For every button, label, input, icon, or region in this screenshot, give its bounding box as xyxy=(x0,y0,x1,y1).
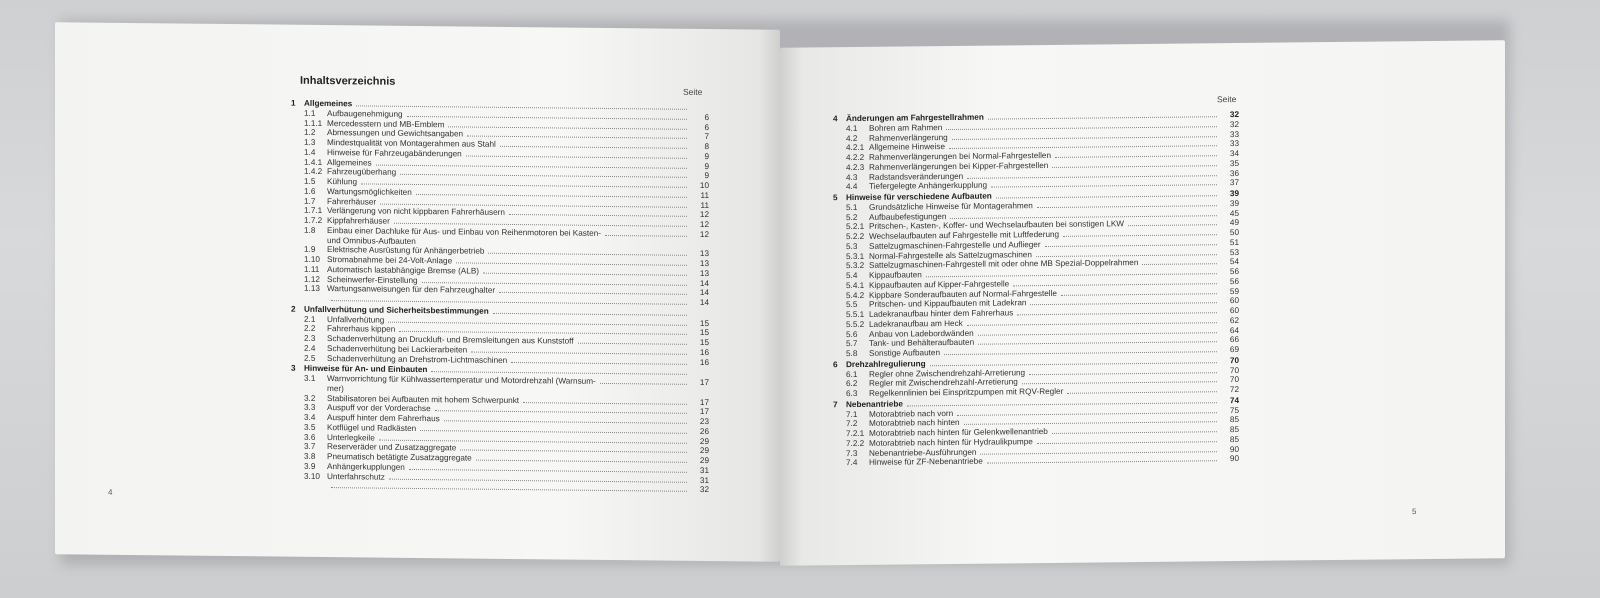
toc-entry-number: 1.7.2 xyxy=(304,215,323,226)
toc-entry-number: 1.6 xyxy=(304,186,316,196)
toc-entry-number: 7.3 xyxy=(846,448,858,458)
toc-entry-page: 74 xyxy=(1229,395,1239,405)
toc-entry-page: 36 xyxy=(1229,168,1239,178)
toc-leader-dots xyxy=(493,313,687,316)
toc-entry-title: Motorabtrieb nach vorn xyxy=(869,408,954,419)
toc-entry-page: 6 xyxy=(704,122,709,132)
toc-entry-number: 4.4 xyxy=(846,182,858,192)
toc-entry-title: Schadenverhütung bei Lackierarbeiten xyxy=(327,343,468,355)
toc-leader-dots xyxy=(444,420,687,424)
toc-entry-number: 1.4.2 xyxy=(304,167,323,177)
toc-leader-dots xyxy=(1061,293,1217,296)
toc-entry-title: Pritschen- und Kippaufbauten mit Ladekran xyxy=(869,298,1027,310)
toc-entry-page: 37 xyxy=(1229,178,1239,188)
toc-entry-number: 5.1 xyxy=(846,202,858,212)
toc-entry-title: Wechselaufbauten auf Fahrgestelle mit Luftfederung xyxy=(869,229,1060,241)
toc-leader-dots xyxy=(511,361,687,364)
toc-entry-title: Reserveräder und Zusatzaggregate xyxy=(327,442,457,453)
toc-leader-dots xyxy=(448,126,687,129)
toc-entry-title: Tiefergelegte Anhängerkupplung xyxy=(869,180,988,192)
toc-entry-title: Pritschen-, Kasten-, Koffer- und Wechselaufbauten bei sonstigen LKW xyxy=(869,219,1125,232)
toc-entry-title: Wartungsmöglichkeiten xyxy=(327,186,412,197)
toc-entry-title: Schadenverhütung an Drehstrom-Lichtmaschinen xyxy=(327,353,508,365)
toc-entry-page: 56 xyxy=(1229,276,1239,286)
toc-leader-dots xyxy=(980,451,1217,454)
toc-entry-page: 9 xyxy=(704,161,709,171)
toc-entry-page: 66 xyxy=(1229,335,1239,345)
toc-leader-dots xyxy=(1030,302,1217,305)
toc-entry-number: 5.5 xyxy=(846,300,858,310)
toc-entry-page: 32 xyxy=(699,485,709,495)
toc-leader-dots xyxy=(967,175,1217,179)
toc-entry-number: 2.1 xyxy=(304,314,316,324)
toc-entry-title: Auspuff hinter dem Fahrerhaus xyxy=(327,413,440,424)
toc-entry-page: 7 xyxy=(704,132,709,142)
toc-leader-dots xyxy=(991,184,1217,187)
toc-entry-number: 5.7 xyxy=(846,339,858,349)
toc-entry-page: 51 xyxy=(1229,237,1239,247)
toc-entry-number: 4.2.3 xyxy=(846,162,865,172)
toc-leader-dots xyxy=(331,300,687,305)
toc-leader-dots xyxy=(488,253,687,256)
toc-entry-title: Fahrerhaus kippen xyxy=(327,324,396,335)
toc-entry-page: 13 xyxy=(699,249,709,259)
toc-entry-page: 62 xyxy=(1229,315,1239,325)
toc-entry-page: 15 xyxy=(699,328,709,338)
toc-entry-title: Kippfahrerhäuser xyxy=(327,216,390,226)
toc-entry-number: 6.3 xyxy=(846,388,858,399)
toc-entry-title: Rahmenverlängerungen bei Normal-Fahrgestellen xyxy=(869,150,1052,162)
toc-entry-title: Anhängerkupplungen xyxy=(327,461,405,472)
toc-list-right xyxy=(833,109,1239,468)
toc-leader-dots xyxy=(1022,381,1217,384)
toc-leader-dots xyxy=(988,116,1217,119)
toc-entry-page: 6 xyxy=(704,112,709,122)
toc-entry-number: 1.3 xyxy=(304,137,316,147)
toc-entry-page: 9 xyxy=(704,171,709,181)
toc-entry-number: 5.2.1 xyxy=(846,222,865,232)
toc-entry-title: Automatisch lastabhängige Bremse (ALB) xyxy=(327,264,480,276)
toc-entry-title: Nebenantriebe xyxy=(846,399,903,409)
toc-leader-dots xyxy=(1029,372,1217,375)
toc-entry-number: 1.1 xyxy=(304,108,316,118)
toc-entry-title: Mindestqualität von Montagerahmen aus Stahl xyxy=(327,138,496,149)
toc-entry-page: 33 xyxy=(1229,129,1239,139)
toc-entry-page: 90 xyxy=(1229,444,1239,454)
toc-entry-page: 29 xyxy=(699,436,709,446)
toc-entry-number: 2.4 xyxy=(304,343,316,353)
toc-entry-page: 8 xyxy=(704,142,709,152)
toc-entry-number: 3.6 xyxy=(304,432,316,442)
toc-entry-page: 29 xyxy=(699,455,709,466)
toc-entry-title: Unfallverhütung xyxy=(327,314,385,325)
toc-entry-page: 23 xyxy=(699,416,709,427)
toc-entry-title: Auspuff vor der Vorderachse xyxy=(327,403,431,414)
toc-entry-number: 2 xyxy=(291,304,296,314)
toc-leader-dots xyxy=(944,351,1217,355)
toc-entry-number: 5.4 xyxy=(846,270,858,281)
toc-entry-number: 7.2.1 xyxy=(846,428,865,439)
toc-entry-page: 70 xyxy=(1229,365,1239,375)
toc-entry-page: 9 xyxy=(704,151,709,161)
right-page xyxy=(780,40,1505,566)
toc-entry-number: 5.6 xyxy=(846,329,858,339)
toc-entry-page: 69 xyxy=(1229,344,1239,355)
seite-label-right: Seite xyxy=(1217,94,1237,105)
toc-entry-page: 85 xyxy=(1229,434,1239,444)
toc-entry-title: Fahrzeugüberhang xyxy=(327,167,397,178)
toc-entry-title: Unterlegkeile xyxy=(327,432,375,443)
toc-leader-dots xyxy=(509,214,687,217)
toc-entry-title: Normal-Fahrgestelle als Sattelzugmaschinen xyxy=(869,249,1032,261)
toc-leader-dots xyxy=(476,460,687,463)
toc-entry-title: Nebenantriebe-Ausführungen xyxy=(869,447,977,458)
toc-entry-number: 4.2.1 xyxy=(846,143,865,153)
toc-entry-page: 14 xyxy=(699,288,709,298)
toc-entry-title: Änderungen am Fahrgestellrahmen xyxy=(846,112,984,124)
toc-entry-page: 60 xyxy=(1229,305,1239,316)
toc-entry-page: 39 xyxy=(1229,188,1239,199)
toc-leader-dots xyxy=(1013,283,1217,286)
toc-entry-number: 1.4 xyxy=(304,147,316,157)
toc-entry-page: 11 xyxy=(700,190,709,200)
toc-entry-title: Warnvorrichtung für Kühlwassertemperatur und Motordrehzahl (Warnsum- xyxy=(327,374,596,386)
toc-entry-number: 7 xyxy=(833,399,838,409)
toc-entry-number: 7.4 xyxy=(846,458,858,468)
toc-entry-number: 5 xyxy=(833,193,838,203)
toc-entry-number: 3.4 xyxy=(304,412,316,422)
toc-entry-title: Ladekranaufbau hinter dem Fahrerhaus xyxy=(869,308,1014,319)
toc-leader-dots xyxy=(1052,431,1217,434)
toc-entry-title: Abmessungen und Gewichtsangaben xyxy=(327,128,464,139)
toc-entry-title: Allgemeine Hinweise xyxy=(869,142,945,153)
toc-entry-number: 1.12 xyxy=(304,274,320,284)
toc-entry-page: 32 xyxy=(1229,119,1239,129)
toc-entry-page: 64 xyxy=(1229,325,1239,335)
toc-entry-number: 7.2.2 xyxy=(846,438,865,448)
toc-title: Inhaltsverzeichnis xyxy=(300,74,396,88)
toc-entry-number: 4.2 xyxy=(846,133,858,143)
toc-entry-page: 70 xyxy=(1229,375,1239,385)
toc-leader-dots xyxy=(1142,263,1217,265)
toc-leader-dots xyxy=(1037,441,1217,444)
toc-entry-title: Hinweise für ZF-Nebenantriebe xyxy=(869,456,983,468)
toc-entry-number: 3.10 xyxy=(304,471,320,481)
toc-entry-title: Verlängerung von nicht kippbaren Fahrerhäusern xyxy=(327,206,505,218)
page-number-left: 4 xyxy=(108,487,113,497)
toc-entry-number: 5.8 xyxy=(846,348,858,359)
toc-entry-title: Kippaufbauten xyxy=(869,270,922,280)
toc-entry-title: Regelkennlinien bei Einspritzpumpen mit RQV-Regler xyxy=(869,386,1064,398)
toc-entry-title: Elektrische Ausrüstung für Anhängerbetrieb xyxy=(327,245,485,256)
toc-entry-number: 1.2 xyxy=(304,128,316,138)
toc-entry-title: Anbau von Ladebordwänden xyxy=(869,328,974,339)
toc-entry-title: Hinweise für verschiedene Aufbauten xyxy=(846,191,992,203)
toc-entry-number: 2.2 xyxy=(304,324,316,334)
toc-entry-page: 31 xyxy=(699,475,709,485)
toc-entry-number: 1.7 xyxy=(304,196,316,206)
toc-leader-dots xyxy=(431,371,687,375)
toc-entry-page: 35 xyxy=(1229,158,1239,168)
toc-entry-page: 49 xyxy=(1229,218,1239,228)
toc-entry-title: Hinweise für Fahrzeugabänderungen xyxy=(327,147,462,159)
toc-leader-dots xyxy=(1067,391,1217,394)
toc-entry-number: 5.5.2 xyxy=(846,319,865,329)
toc-leader-dots xyxy=(996,195,1217,198)
toc-entry-title: mer) xyxy=(327,383,344,393)
toc-entry-page: 45 xyxy=(1229,208,1239,218)
toc-entry-number: 1.7.1 xyxy=(304,206,323,216)
toc-entry-number: 1.11 xyxy=(304,264,320,274)
toc-entry-title: Schadenverhütung an Druckluft- und Bremsleitungen aus Kunststoff xyxy=(327,334,574,346)
toc-entry-page: 60 xyxy=(1229,296,1239,306)
toc-entry-page: 11 xyxy=(700,200,709,210)
toc-leader-dots xyxy=(1037,205,1217,208)
toc-entry-title: Unfallverhütung und Sicherheitsbestimmungen xyxy=(304,304,489,316)
toc-entry-page: 15 xyxy=(699,318,709,328)
toc-entry-number: 1.10 xyxy=(304,254,320,264)
seite-label-left: Seite xyxy=(683,86,703,97)
toc-entry-title: Bohren am Rahmen xyxy=(869,122,943,133)
toc-entry-number: 1.4.1 xyxy=(304,157,323,167)
toc-entry-page: 12 xyxy=(699,219,709,230)
toc-entry-number: 4.1 xyxy=(846,123,858,133)
toc-entry-page: 12 xyxy=(699,229,709,239)
toc-entry-number: 3.5 xyxy=(304,422,316,432)
toc-entry-title: Sattelzugmaschinen-Fahrgestell mit oder ohne MB Spezial-Doppelrahmen xyxy=(869,258,1139,271)
toc-entry-title: Mercedesstern und MB-Emblem xyxy=(327,118,445,129)
toc-leader-dots xyxy=(466,155,687,158)
toc-entry-number: 4.3 xyxy=(846,172,858,182)
toc-leader-dots xyxy=(435,410,687,414)
toc-leader-dots xyxy=(499,292,687,295)
toc-entry-title: Allgemeines xyxy=(304,98,353,109)
toc-entry-page: 26 xyxy=(699,426,709,436)
toc-entry-title: Pneumatisch betätigte Zusatzaggregate xyxy=(327,452,472,463)
toc-entry-title: und Omnibus-Aufbauten xyxy=(327,235,416,246)
toc-entry-page: 56 xyxy=(1229,266,1239,277)
toc-entry-title: Stabilisatoren bei Aufbauten mit hohem Schwerpunkt xyxy=(327,393,520,405)
toc-entry-page: 14 xyxy=(699,278,709,288)
toc-leader-dots xyxy=(1017,312,1217,315)
toc-entry-number: 3.8 xyxy=(304,451,316,461)
toc-entry-number: 3.1 xyxy=(304,373,316,383)
toc-entry-page: 90 xyxy=(1229,454,1239,464)
toc-entry-number: 1.13 xyxy=(304,284,320,294)
toc-entry-number: 1.5 xyxy=(304,176,316,186)
toc-entry-page: 10 xyxy=(699,180,709,191)
toc-leader-dots xyxy=(1045,244,1217,247)
toc-entry-title: Kotflügel und Radkästen xyxy=(327,422,417,433)
toc-entry-number: 1.8 xyxy=(304,225,316,235)
toc-entry-number: 4.2.2 xyxy=(846,152,865,163)
toc-entry-title: Rahmenverlängerungen bei Kipper-Fahrgestellen xyxy=(869,160,1049,172)
toc-entry-title: Tank- und Behälteraufbauten xyxy=(869,338,975,349)
toc-leader-dots xyxy=(967,322,1217,326)
toc-entry-page: 17 xyxy=(699,377,709,388)
toc-leader-dots xyxy=(578,343,687,345)
toc-entry-number: 3.3 xyxy=(304,403,316,413)
toc-entry-number: 3 xyxy=(291,363,296,373)
toc-entry-page: 12 xyxy=(699,210,709,220)
toc-entry-number: 3.7 xyxy=(304,442,316,452)
toc-entry-title: Stromabnahme bei 24-Volt-Anlage xyxy=(327,255,453,266)
toc-entry-page: 31 xyxy=(699,465,709,475)
toc-entry-page: 16 xyxy=(699,347,709,357)
toc-leader-dots xyxy=(978,341,1217,345)
toc-entry-number: 3.2 xyxy=(304,393,316,403)
toc-entry-title: Kühlung xyxy=(327,177,358,187)
toc-leader-dots xyxy=(1128,224,1217,226)
toc-leader-dots xyxy=(467,136,687,139)
toc-leader-dots xyxy=(331,487,687,492)
toc-entry-page: 53 xyxy=(1229,247,1239,257)
toc-leader-dots xyxy=(456,262,687,265)
toc-leader-dots xyxy=(1063,234,1217,237)
toc-entry-page: 75 xyxy=(1229,405,1239,415)
toc-entry-title: Unterfahrschutz xyxy=(327,471,385,482)
toc-list-left xyxy=(291,98,709,495)
toc-entry-number: 5.2.2 xyxy=(846,231,865,242)
toc-entry-page: 15 xyxy=(699,337,709,348)
toc-leader-dots xyxy=(483,272,687,275)
toc-entry-page: 13 xyxy=(699,268,709,278)
toc-leader-dots xyxy=(460,450,687,453)
toc-entry-page: 14 xyxy=(699,297,709,308)
toc-entry-page: 29 xyxy=(699,446,709,456)
toc-entry-title: Rahmenverlängerung xyxy=(869,132,948,143)
toc-entry-number: 5.5.1 xyxy=(846,309,865,320)
toc-entry-number: 6 xyxy=(833,359,838,369)
toc-entry-page: 34 xyxy=(1229,148,1239,159)
toc-entry-title: Radstandsveränderungen xyxy=(869,171,964,182)
toc-entry-title: Sattelzugmaschinen-Fahrgestelle und Auflieger xyxy=(869,239,1041,251)
toc-entry-number: 1.9 xyxy=(304,245,316,255)
toc-entry-page: 17 xyxy=(699,407,709,417)
toc-leader-dots xyxy=(600,383,687,385)
toc-leader-dots xyxy=(1055,155,1217,158)
toc-entry-title: Wartungsanweisungen für den Fahrzeughalter xyxy=(327,284,496,296)
toc-entry-number: 1 xyxy=(291,98,296,108)
toc-leader-dots xyxy=(605,235,687,237)
toc-entry-number: 7.1 xyxy=(846,409,858,419)
toc-entry-title: Motorabtrieb nach hinten für Gelenkwellenantrieb xyxy=(869,426,1048,438)
toc-entry-title: Grundsätzliche Hinweise für Montagerahmen xyxy=(869,200,1033,212)
toc-entry-page: 54 xyxy=(1229,257,1239,267)
toc-entry-number: 5.4.1 xyxy=(846,280,865,290)
toc-entry-number: 1.1.1 xyxy=(304,118,323,128)
toc-entry-title: Aufbaugenehmigung xyxy=(327,108,403,119)
toc-entry-page: 16 xyxy=(699,357,709,367)
toc-entry-page: 39 xyxy=(1229,198,1239,208)
toc-entry-page: 33 xyxy=(1229,139,1239,149)
toc-entry-number: 5.3 xyxy=(846,241,858,251)
toc-entry-title: Regler mit Zwischendrehzahl-Arretierung xyxy=(869,377,1018,389)
toc-entry-page: 85 xyxy=(1229,424,1239,435)
toc-entry-title: Sonstige Aufbauten xyxy=(869,348,941,358)
toc-entry-title: Kippbare Sonderaufbauten auf Normal-Fahrgestelle xyxy=(869,288,1057,300)
toc-entry-title: Kippaufbauten auf Kipper-Fahrgestelle xyxy=(869,279,1010,290)
toc-entry-page: 85 xyxy=(1229,415,1239,425)
toc-leader-dots xyxy=(978,332,1217,336)
toc-leader-dots xyxy=(500,146,687,149)
toc-entry-number: 5.4.2 xyxy=(846,290,865,300)
toc-entry-number: 5.2 xyxy=(846,212,858,222)
toc-entry-page: 50 xyxy=(1229,227,1239,238)
toc-entry-number: 6.1 xyxy=(846,369,858,379)
toc-entry-title: Aufbaubefestigungen xyxy=(869,211,947,222)
toc-entry-title: Motorabtrieb nach hinten xyxy=(869,418,960,429)
toc-entry-page: 59 xyxy=(1229,286,1239,296)
toc-entry-number: 3.9 xyxy=(304,461,316,471)
toc-entry-title: Fahrerhäuser xyxy=(327,196,377,207)
toc-entry-number: 7.2 xyxy=(846,419,858,429)
toc-entry-page: 32 xyxy=(1229,109,1239,120)
page-number-right: 5 xyxy=(1412,507,1417,517)
toc-entry-page: 72 xyxy=(1229,384,1239,395)
left-page xyxy=(55,22,780,562)
toc-leader-dots xyxy=(987,460,1217,463)
toc-entry-page: 17 xyxy=(699,397,709,407)
toc-entry-title: Regler ohne Zwischendrehzahl-Arretierung xyxy=(869,367,1026,379)
toc-entry-number: 5.3.1 xyxy=(846,251,865,261)
toc-entry-title: Hinweise für An- und Einbauten xyxy=(304,364,428,375)
toc-entry-number: 6.2 xyxy=(846,379,858,389)
toc-entry-title: Einbau einer Dachluke für Aus- und Einbau von Reihenmotoren bei Kasten- xyxy=(327,225,601,238)
toc-entry-title: Ladekranaufbau am Heck xyxy=(869,318,963,329)
toc-leader-dots xyxy=(1036,254,1217,257)
toc-leader-dots xyxy=(1052,165,1217,168)
toc-entry-title: Motorabtrieb nach hinten für Hydraulikpumpe xyxy=(869,436,1033,448)
toc-entry-number: 2.3 xyxy=(304,333,316,343)
toc-entry-title: Allgemeines xyxy=(327,157,372,168)
toc-entry-number: 5.3.2 xyxy=(846,261,865,271)
toc-entry-number: 4 xyxy=(833,114,838,124)
toc-entry-page: 70 xyxy=(1229,355,1239,365)
toc-leader-dots xyxy=(471,351,687,354)
toc-entry-title: Scheinwerfer-Einstellung xyxy=(327,274,418,285)
toc-entry-title: Drehzahlregulierung xyxy=(846,359,926,369)
toc-leader-dots xyxy=(523,402,687,405)
toc-entry-page: 13 xyxy=(699,258,709,269)
toc-entry-number: 2.5 xyxy=(304,353,316,363)
toc-leader-dots xyxy=(964,421,1217,425)
